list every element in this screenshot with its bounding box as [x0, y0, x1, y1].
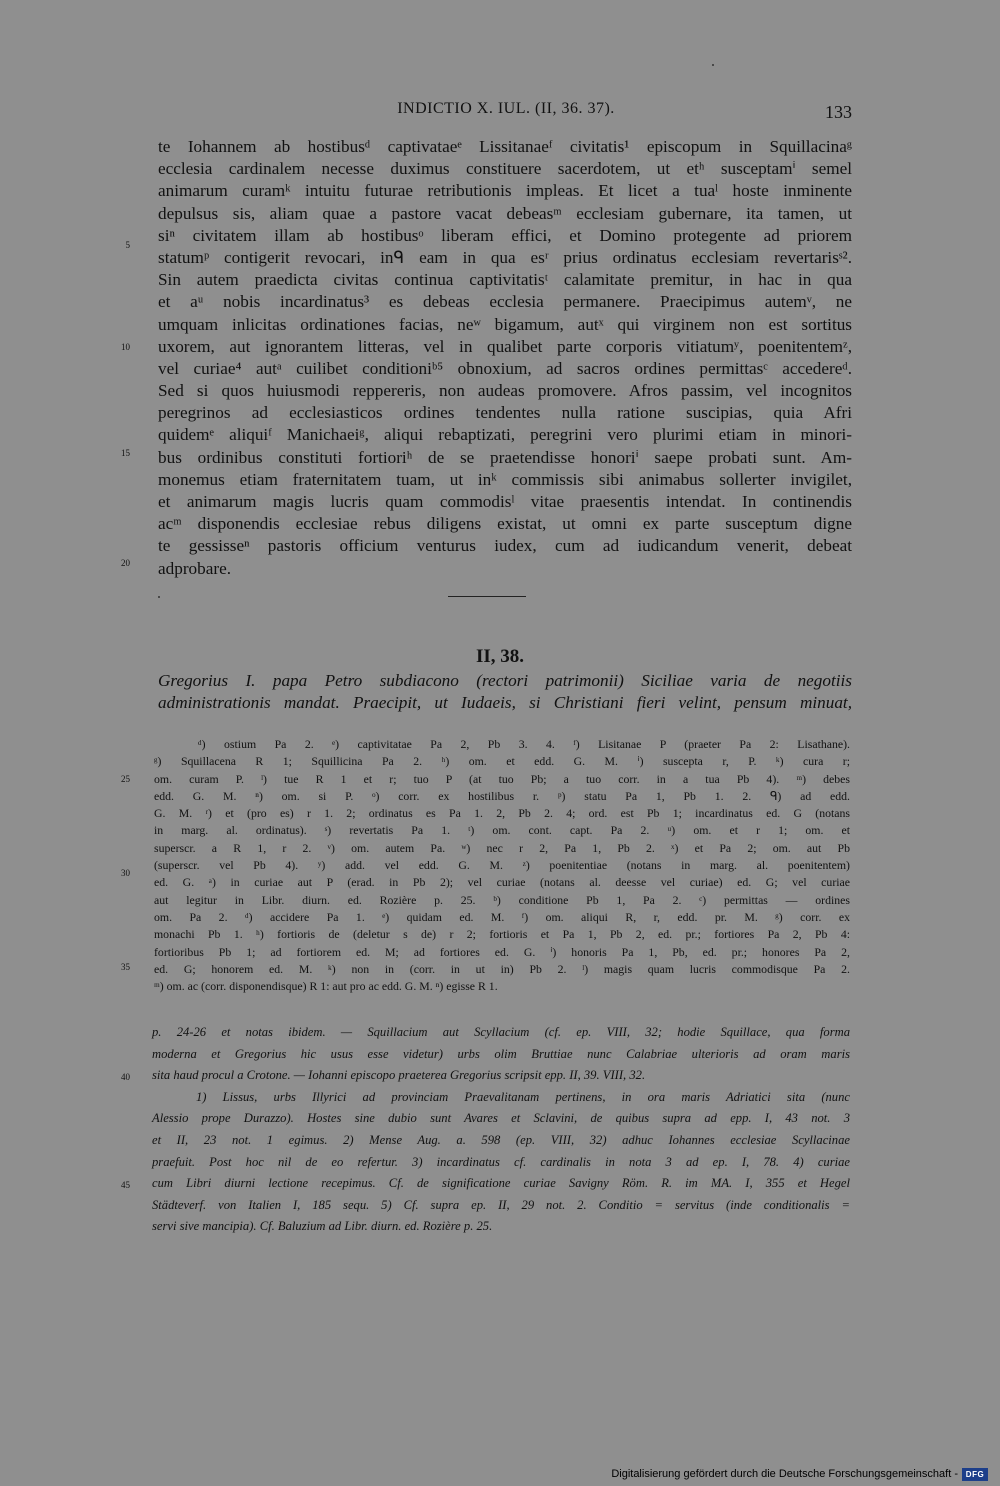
note-line: ed. G; honorem ed. M. ᵏ) non in (corr. in ut in) Pb 2. ˡ) magis quam lucris commodisque Pa 2. [154, 961, 850, 976]
note-line: ᵐ) om. ac (corr. disponendisque) R 1: aut pro ac edd. G. M. ⁿ) egisse R 1. [154, 979, 498, 994]
text-line: monemus etiam fraternitatem tuam, ut inᵏ commissis sibi animabus sollerter invigilet, [158, 469, 852, 489]
dfg-logo: DFG [962, 1468, 988, 1481]
footer-text: Digitalisierung gefördert durch die Deutsche Forschungsgemeinschaft - [611, 1468, 958, 1480]
text-line: quidemᵉ aliquiᶠ Manichaeiᵍ, aliqui rebaptizati, peregrini vero plurimi etiam in minori- [158, 425, 852, 445]
section-divider [448, 596, 526, 597]
commentary-line: moderna et Gregorius hic usus esse videtur) urbs olim Bruttiae nunc Calabriae ulterioris ad oram maris [152, 1046, 850, 1061]
text-line: te Iohannem ab hostibusᵈ captivataeᵉ Lissitanaeᶠ civitatis¹ episcopum in Squillacinaᵍ [158, 137, 852, 156]
note-line: ᵍ) Squillacena R 1; Squillicina Pa 2. ʰ) om. et edd. G. M. ⁱ) suscepta r, P. ᵏ) cura r; [154, 754, 850, 769]
note-line: in marg. al. ordinatus). ˢ) revertatis Pa 1. ᵗ) om. cont. capt. Pa 2. ᵘ) om. et r 1; om. et [154, 823, 850, 838]
commentary [152, 1022, 850, 1238]
digitization-footer [611, 1466, 988, 1482]
text-line: Sed si quos huiusmodi reppereris, non audeas promovere. Afros passim, vel incognitos [158, 381, 852, 401]
summary-line: administrationis mandat. Praecipit, ut Iudaeis, si Christiani fieri velint, pensum minuat, [158, 693, 852, 712]
note-line: superscr. a R 1, r 2. ᵛ) om. autem Pa. ʷ) nec r 2, Pa 1, Pb 2. ˣ) et Pa 2; om. aut Pb [154, 840, 850, 855]
commentary-line: servi sive mancipia). Cf. Baluzium ad Libr. diurn. ed. Rozière p. 25. [152, 1219, 493, 1234]
document-number: II, 38. [475, 646, 525, 667]
line-number: 30 [121, 868, 130, 878]
line-number: 15 [121, 448, 130, 458]
text-line: depulsus sis, aliam quae a pastore vacat debeasᵐ ecclesiam gubernare, ita tamen, ut [158, 203, 852, 223]
commentary-line: et II, 23 not. 1 egimus. 2) Mense Aug. a. 598 (ep. VIII, 32) adhuc Iohannes ecclesiae Scyllacinae [152, 1132, 850, 1147]
note-line: aut legitur in Libr. diurn. ed. Rozière p. 25. ᵇ) conditione Pb 1, Pa 2. ᶜ) permittas — ordines [154, 892, 850, 907]
page-header [160, 100, 852, 124]
line-number: 35 [121, 962, 130, 972]
text-line: statumᵖ contigerit revocari, inᑫ eam in qua esʳ prius ordinatus ecclesiam revertarisˢ². [158, 247, 852, 267]
line-number: 45 [121, 1180, 130, 1190]
commentary-line: p. 24-26 et notas ibidem. — Squillacium aut Scyllacium (cf. ep. VIII, 32; hodie Squillace, qua forma [152, 1025, 850, 1039]
scan-speck [712, 64, 714, 66]
note-line: fortioribus Pb 1; ad fortiorem ed. M; ad fortiores ed. G. ⁱ) honoris Pa 1, Pb, ed. pr.; honores Pa 2, [154, 944, 850, 959]
scan-speck [158, 596, 160, 598]
line-number: 40 [121, 1072, 130, 1082]
text-line: adprobare. [158, 558, 232, 578]
text-line: siⁿ civitatem illam ab hostibusᵒ liberam effici, et Domino protegente ad priorem [158, 225, 852, 245]
note-line: monachi Pb 1. ʰ) fortioris de (deletur s de) r 2; fortioris et Pa 1, Pb 2, ed. pr.; fortiores Pa 2, Pb 4: [154, 927, 850, 942]
commentary-line: Alessio prope Durazzo). Hostes sine dubio sunt Avares et Sclavini, de quibus supra ad epp. I, 43 not. 3 [152, 1111, 850, 1126]
critical-notes [154, 736, 850, 995]
summary [158, 670, 852, 714]
text-line: peregrinos ad ecclesiasticos ordines tendentes nulla ratione suscipias, quia Afri [158, 403, 852, 423]
note-line: ᵈ) ostium Pa 2. ᵉ) captivitatae Pa 2, Pb 3. 4. ᶠ) Lisitanae P (praeter Pa 2: Lisathane). [198, 737, 850, 751]
text-line: et animarum magis lucris quam commodisˡ vitae praesentis intendat. In continendis [158, 492, 852, 511]
main-text [158, 136, 852, 580]
note-line: om. Pa 2. ᵈ) accidere Pa 1. ᵉ) quidam ed. M. ᶠ) om. aliqui R, r, edd. pr. M. ᵍ) corr. ex [154, 909, 850, 924]
note-line: edd. G. M. ⁿ) om. si P. ᵒ) corr. ex hostilibus r. ᵖ) statu Pa 1, Pb 1. 2. ᑫ) ad edd. [154, 788, 850, 803]
text-line: vel curiae⁴ autᵃ cuilibet conditioniᵇ⁵ obnoxium, ad sacros ordines permittasᶜ accedereᵈ. [158, 358, 852, 378]
running-head: INDICTIO X. IUL. (II, 36. 37). [397, 100, 615, 117]
text-line: animarum curamᵏ intuitu futurae retributionis impleas. Et licet a tuaˡ hoste inminente [158, 181, 852, 201]
note-line: G. M. ʳ) et (pro es) r 1. 2; ordinatus es Pa 1. 2, Pb 2. 4; ord. est Pb 1; incardinatus ed. G (notans [154, 806, 850, 821]
commentary-line: praefuit. Post hoc nil de eo refertur. 3) incardinatus cf. cardinalis in nota 3 ad ep. I, 78. 4) curiae [152, 1154, 850, 1169]
text-line: ecclesia cardinalem necesse duximus constituere sacerdotem, ut etʰ susceptamⁱ semel [158, 159, 852, 179]
note-line: om. curam P. ˡ) tue R 1 et r; tuo P (at tuo Pb; a tuo corr. in a tua Pb 4). ᵐ) debes [154, 771, 850, 786]
text-line: et aᵘ nobis incardinatus³ es debeas ecclesia permanere. Praecipimus autemᵛ, ne [158, 292, 852, 312]
line-number: 20 [121, 558, 130, 568]
line-number: 5 [125, 240, 130, 250]
note-line: ed. G. ᵃ) in curiae aut P (erad. in Pb 2); vel curiae (notans al. deesse vel curiae) ed. G; vel curiae [154, 875, 850, 890]
commentary-line: Städteverf. von Italien I, 185 sequ. 5) Cf. supra ep. II, 29 not. 2. Conditio = servitus (inde conditionalis = [152, 1197, 850, 1212]
commentary-line: cum Libri diurni lectione recepimus. Cf. de significatione curiae Savigny Röm. R. im MA. I, 355 et Hegel [152, 1176, 850, 1191]
page-number: 133 [825, 102, 852, 122]
line-number: 25 [121, 774, 130, 784]
note-line: (superscr. vel Pb 4). ʸ) add. vel edd. G. M. ᶻ) poenitentiae (notans in marg. al. poenitentem) [154, 858, 850, 873]
commentary-line: 1) Lissus, urbs Illyrici ad provinciam Praevalitanam pertinens, in ora maris Adriatici sita (nunc [196, 1089, 850, 1104]
text-line: te gessisseⁿ pastoris officium venturus iudex, cum ad iudicandum venerit, debeat [158, 536, 852, 556]
text-line: acᵐ disponendis ecclesiae rebus diligens existat, ut omni ex parte susceptum digne [158, 514, 852, 534]
text-line: umquam inlicitas ordinationes facias, neʷ bigamum, autˣ qui virginem non est sortitus [158, 314, 852, 334]
commentary-line: sita haud procul a Crotone. — Iohanni episcopo praeterea Gregorius scripsit epp. II, 39. VIII, 32. [152, 1068, 646, 1083]
text-line: uxorem, aut ignorantem litteras, vel in qualibet parte corporis vitiatumʸ, poenitentemᶻ, [158, 336, 852, 356]
summary-line: Gregorius I. papa Petro subdiacono (rectori patrimonii) Siciliae varia de negotiis [158, 671, 852, 690]
text-line: Sin autem praedicta civitas continua captivitatisᵗ calamitate premitur, in hac in qua [158, 270, 852, 290]
line-number: 10 [121, 342, 130, 352]
text-line: bus ordinibus constituti fortioriʰ de se praetendisse honoriⁱ saepe probati sunt. Am- [158, 447, 852, 467]
